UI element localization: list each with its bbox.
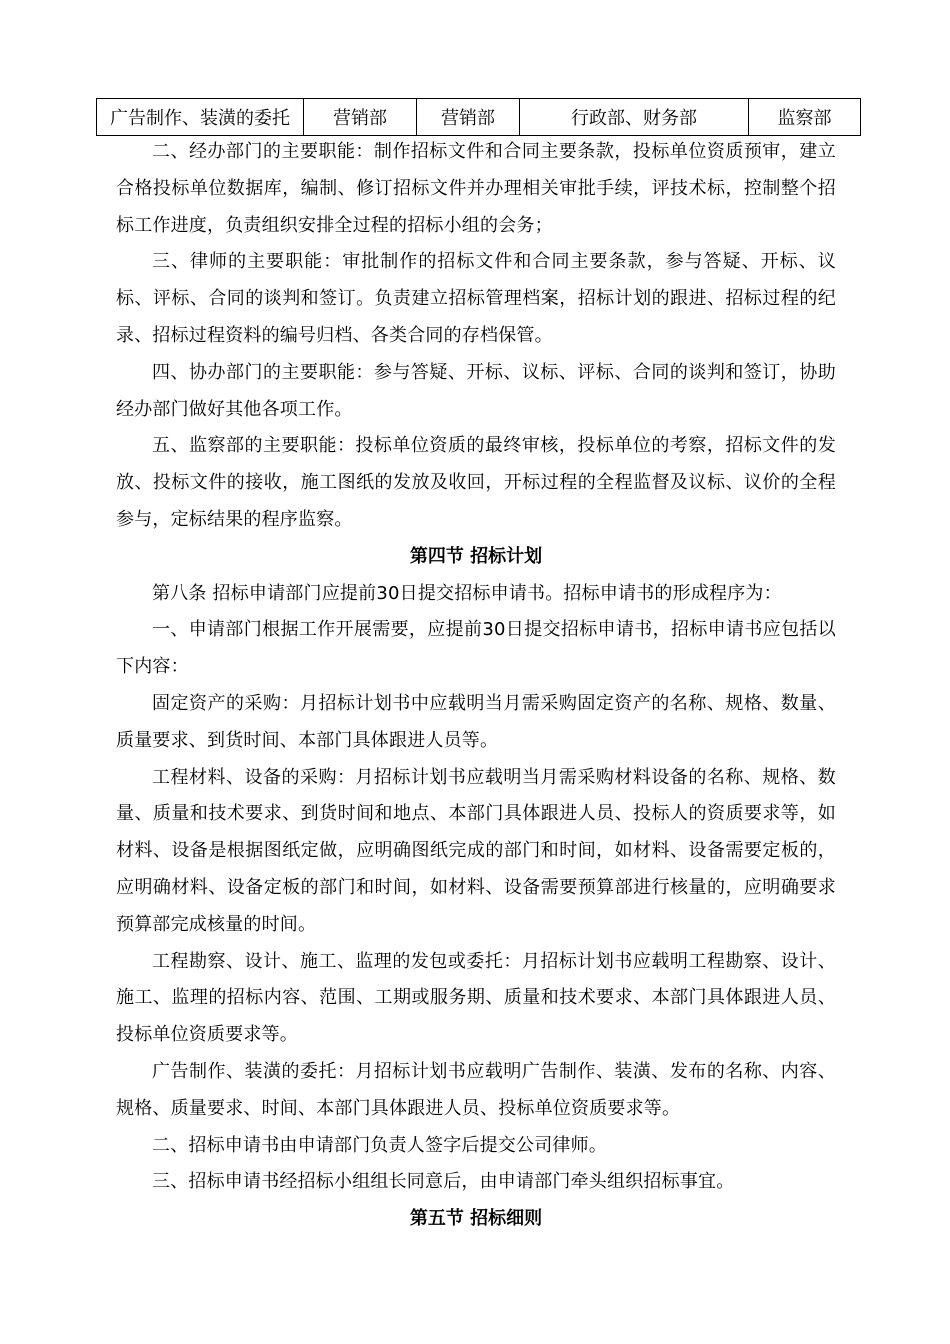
table-cell-lead-dept: 营销部: [304, 99, 417, 136]
paragraph: 第八条 招标申请部门应提前30日提交招标申请书。招标申请书的形成程序为：: [152, 582, 782, 604]
paragraph: 二、经办部门的主要职能：制作招标文件和合同主要条款，投标单位资质预审，建立合格投标单位数据库，编制、修订招标文件并办理相关审批手续，评技术标，控制整个招标工作进度，负责组织安排全过程的招标小组的会务；: [116, 141, 836, 236]
paragraph: 二、招标申请书由申请部门负责人签字后提交公司律师。: [152, 1134, 607, 1156]
paragraph: 四、协办部门的主要职能：参与答疑、开标、议标、评标、合同的谈判和签订，协助经办部门做好其他各项工作。: [116, 361, 836, 420]
table-cell-supervising-dept: 监察部: [749, 99, 861, 136]
paragraph: 一、申请部门根据工作开展需要，应提前30日提交招标申请书，招标申请书应包括以下内容：: [116, 619, 836, 678]
section-heading: 第四节 招标计划: [409, 545, 543, 567]
table-cell-assisting-dept: 行政部、财务部: [520, 99, 749, 136]
paragraph: 广告制作、装潢的委托：月招标计划书应载明广告制作、装潢、发布的名称、内容、规格、质量要求、时间、本部门具体跟进人员、投标单位资质要求等。: [116, 1060, 836, 1119]
paragraph: 三、律师的主要职能：审批制作的招标文件和合同主要条款，参与答疑、开标、议标、评标、合同的谈判和签订。负责建立招标管理档案，招标计划的跟进、招标过程的纪录、招标过程资料的编号归档、各类合同的存档保管。: [116, 251, 836, 346]
paragraph: 工程勘察、设计、施工、监理的发包或委托：月招标计划书应载明工程勘察、设计、施工、监理的招标内容、范围、工期或服务期、质量和技术要求、本部门具体跟进人员、投标单位资质要求等。: [116, 950, 836, 1046]
table-cell-item: 广告制作、装潢的委托: [97, 99, 304, 136]
table-row: [97, 99, 861, 136]
paragraph: 五、监察部的主要职能：投标单位资质的最终审核，投标单位的考察，招标文件的发放、投标文件的接收，施工图纸的发放及收回，开标过程的全程监督及议标、议价的全程参与，定标结果的程序监察。: [116, 435, 836, 530]
paragraph: 三、招标申请书经招标小组组长同意后，由申请部门牵头组织招标事宜。: [152, 1171, 735, 1193]
responsibility-table: [96, 98, 861, 136]
table-cell-handling-dept: 营销部: [417, 99, 520, 136]
document-body: [116, 134, 836, 1238]
paragraph: 固定资产的采购：月招标计划书中应载明当月需采购固定资产的名称、规格、数量、质量要求、到货时间、本部门具体跟进人员等。: [116, 692, 836, 751]
section-heading: 第五节 招标细则: [409, 1208, 543, 1230]
paragraph: 工程材料、设备的采购：月招标计划书应载明当月需采购材料设备的名称、规格、数量、质量和技术要求、到货时间和地点、本部门具体跟进人员、投标人的资质要求等，如材料、设备是根据图纸定做，应明确图纸完成的部门和时间，如材料、设备需要定板的，应明确材料、设备定板的部门和时间，如材料、设备需要预算部进行核量的，应明确要求预算部完成核量的时间。: [116, 766, 836, 935]
